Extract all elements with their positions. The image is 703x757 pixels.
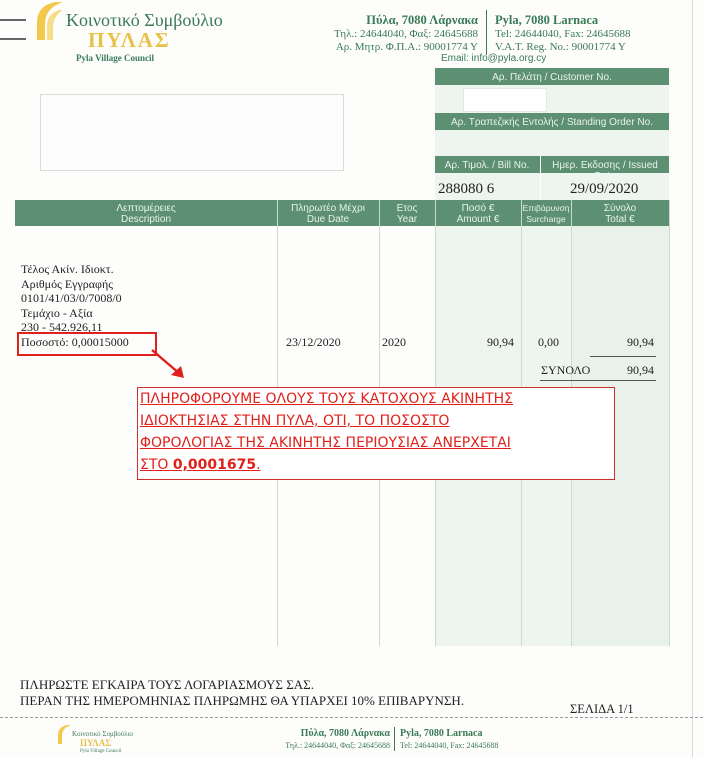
footer-pay-on-time: ΠΛΗΡΩΣΤΕ ΕΓΚΑΙΡΑ ΤΟΥΣ ΛΟΓΑΡΙΑΣΜΟΥΣ ΣΑΣ. (20, 677, 314, 692)
address-en-city: Pyla, 7080 Larnaca (495, 13, 599, 27)
address-gr-city: Πύλα, 7080 Λάρνακα (366, 13, 478, 27)
header-amount (435, 203, 521, 225)
total-rule (590, 356, 656, 357)
registration-mark (0, 19, 26, 21)
header-divider (486, 10, 487, 55)
council-name-gr: Κοινοτικό Συμβούλιο (66, 10, 223, 30)
customer-no-label: Αρ. Πελάτη / Customer No. (492, 72, 612, 83)
notice-rate-suffix: . (256, 457, 261, 473)
header-amount-en: Amount € (456, 214, 500, 225)
header-due-date-en: Due Date (306, 214, 350, 225)
stub-phone-gr: Τηλ.: 24644040, Φαξ: 24645688 (285, 741, 390, 750)
description-block (21, 262, 122, 335)
council-logo (33, 0, 65, 40)
notice-line-rate (138, 454, 614, 476)
sum-rule (540, 380, 656, 381)
due-date-value: 23/12/2020 (286, 335, 341, 349)
stub-logo (56, 724, 72, 744)
arch-logo-icon (33, 0, 65, 40)
header-year (379, 203, 435, 225)
issued-date-label: Ημερ. Εκδοσης / Issued Date (552, 160, 658, 182)
amount-value: 90,94 (487, 335, 514, 349)
header-surcharge-en: Surcharge (526, 214, 566, 224)
arrow-down-right-icon (150, 348, 190, 380)
tear-off-line (0, 717, 703, 718)
address-gr-phone: Τηλ.: 24644040, Φαξ: 24645688 (334, 28, 478, 40)
column-divider (669, 200, 670, 646)
stub-city-gr: Πύλα, 7080 Λάρνακα (300, 728, 390, 739)
council-email: Email: info@pyla.org.cy (441, 53, 547, 64)
bill-no-label: Αρ. Τιμολ. / Bill No. (444, 160, 530, 171)
council-village-gr: ΠΥΛΑΣ (88, 28, 171, 52)
page-number: ΣΕΛΙΔΑ 1/1 (570, 702, 634, 716)
description-line: 230 - 542.926,11 (21, 320, 103, 334)
description-line: Τέλος Ακίν. Ιδιοκτ. (21, 262, 114, 276)
year-value: 2020 (382, 335, 406, 349)
header-total-gr: Σύνολο (603, 203, 637, 214)
header-surcharge (521, 203, 571, 225)
standing-order-label: Αρ. Τραπεζικής Εντολής / Standing Order No. (450, 117, 653, 128)
description-line: Αριθμός Εγγραφής (21, 276, 113, 291)
sum-label: ΣΥΝΟΛΟ (541, 363, 591, 377)
header-total-en: Total € (605, 214, 635, 225)
stub-name-en: Pyla Village Council (80, 749, 122, 754)
stub-phone-en: Tel: 24644040, Fax: 24645688 (400, 741, 499, 750)
header-description-gr: Λεπτομέρειες (116, 203, 176, 214)
sum-value: 90,94 (627, 363, 654, 377)
surcharge-value: 0,00 (538, 335, 559, 349)
header-due-date-gr: Πληρωτέο Μέχρι (291, 203, 365, 214)
arch-logo-icon (56, 724, 72, 744)
header-amount-gr: Ποσό € (461, 203, 495, 214)
council-name-en: Pyla Village Council (76, 53, 155, 63)
issued-date-value: 29/09/2020 (570, 181, 639, 197)
stub-village-gr: ΠΥΛΑΣ (80, 738, 112, 748)
header-description (15, 203, 277, 225)
address-en-phone: Tel: 24644040, Fax: 24645688 (495, 28, 631, 40)
header-description-en: Description (120, 214, 172, 225)
rate-highlight-box (17, 332, 157, 356)
header-total (571, 203, 669, 225)
header-year-gr: Ετος (396, 203, 418, 214)
rate-line: Ποσοστό: 0,00015000 (21, 335, 129, 349)
header-surcharge-gr: Επιβάρυνση (522, 203, 570, 213)
header-year-en: Year (396, 214, 418, 225)
footer-surcharge-note: ΠΕΡΑΝ ΤΗΣ ΗΜΕΡΟΜΗΝΙΑΣ ΠΛΗΡΩΜΗΣ ΘΑ ΥΠΑΡΧΕΙ 10% ΕΠΙΒΑΡΥΝΣΗ. (20, 693, 465, 708)
total-value: 90,94 (627, 335, 654, 349)
address-box (40, 94, 344, 171)
header-due-date (277, 203, 379, 225)
notice-rate-prefix: ΣΤΟ (140, 457, 173, 473)
customer-no-field (463, 88, 547, 112)
stub-divider (394, 727, 395, 751)
stub-city-en: Pyla, 7080 Larnaca (400, 728, 483, 739)
right-edge-line (692, 0, 693, 757)
tax-rate-notice (137, 387, 615, 480)
description-line: 0101/41/03/0/7008/0 (21, 291, 122, 305)
registration-mark (0, 38, 26, 40)
description-line: Τεμάχιο - Αξία (21, 305, 93, 320)
notice-line: ΙΔΙΟΚΤΗΣΙΑΣ ΣΤΗΝ ΠΥΛΑ, ΟΤΙ, ΤΟ ΠΟΣΟΣΤΟ (140, 413, 450, 429)
bill-no-value: 288080 6 (438, 181, 495, 197)
address-en-vat: V.A.T. Reg. No.: 90001774 Y (495, 41, 626, 53)
notice-rate-value: 0,0001675 (172, 457, 257, 473)
notice-line: ΦΟΡΟΛΟΓΙΑΣ ΤΗΣ ΑΚΙΝΗΤΗΣ ΠΕΡΙΟΥΣΙΑΣ ΑΝΕΡΧΕΤΑΙ (140, 435, 511, 451)
notice-line: ΠΛΗΡΟΦΟΡΟΥΜΕ ΟΛΟΥΣ ΤΟΥΣ ΚΑΤΟΧΟΥΣ ΑΚΙΝΗΤΗΣ (140, 391, 514, 407)
address-gr-vat: Αρ. Μητρ. Φ.Π.Α.: 90001774 Υ (335, 41, 478, 53)
bill-no-divider (540, 156, 541, 200)
stub-name-gr: Κοινοτικό Συμβούλιο (72, 730, 133, 738)
